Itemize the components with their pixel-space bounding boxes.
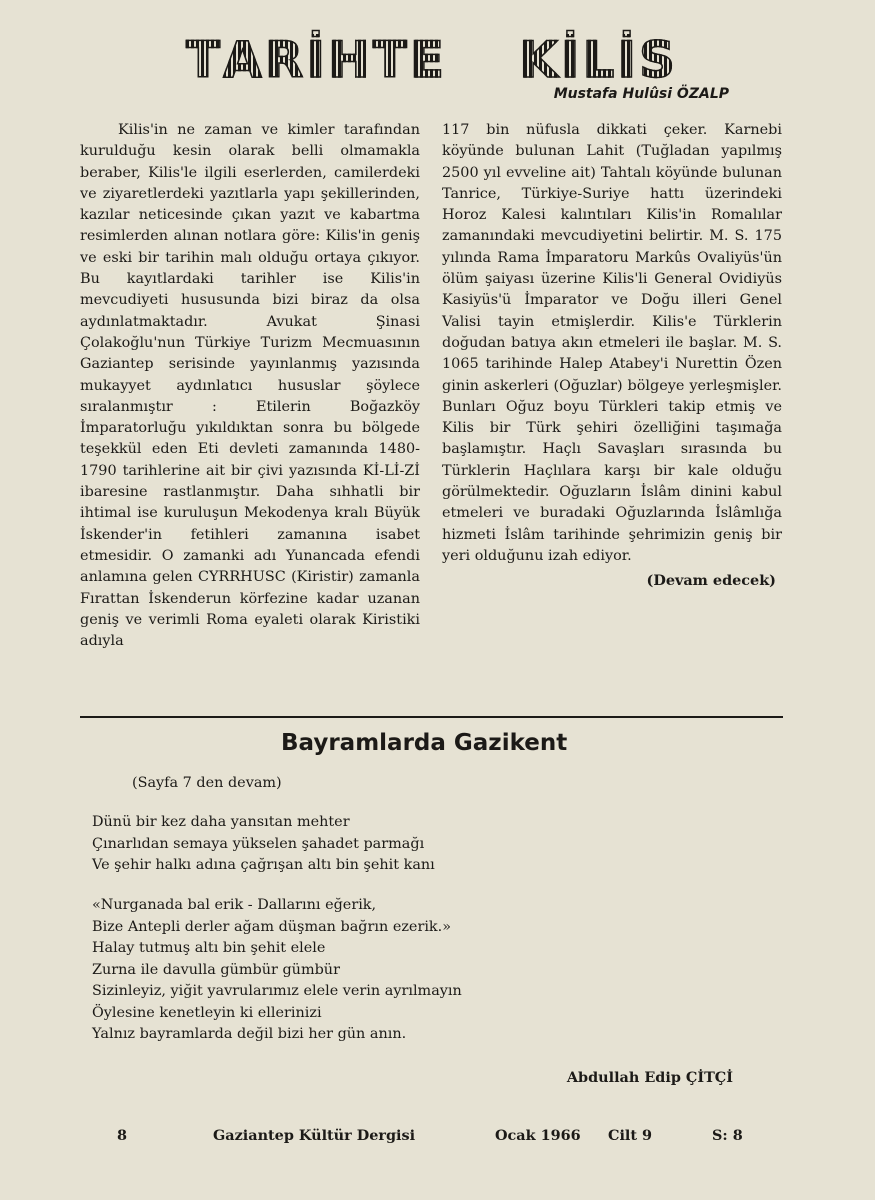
article-author: Mustafa Hulûsi ÖZALP <box>553 86 729 102</box>
footer-issue: S: 8 <box>712 1127 743 1144</box>
poem-line: Çınarlıdan semaya yükselen şahadet parmağı <box>92 835 425 852</box>
poem-stanza-1 <box>92 812 732 877</box>
poem-line: Halay tutmuş altı bin şehit elele <box>92 940 326 956</box>
title-letter: S <box>638 31 676 89</box>
footer-date: Ocak 1966 <box>495 1127 581 1144</box>
title-letter: R <box>264 31 305 89</box>
title-letter: İ <box>306 31 326 89</box>
poem-line: Zurna ile davulla gümbür gümbür <box>92 961 340 978</box>
poem-line: Bize Antepli derler ağam düşman bağrın ezerik.» <box>92 918 452 935</box>
title-letter: L <box>582 31 616 89</box>
article-left-column <box>80 120 420 652</box>
title-letter: İ <box>560 31 581 89</box>
section-divider <box>80 716 783 718</box>
footer-page-number: 8 <box>117 1127 128 1144</box>
poem-line: Yalnız bayramlarda değil bizi her gün anın. <box>92 1026 407 1042</box>
title-letter: T <box>372 31 408 89</box>
article-paragraph: 117 bin nüfusla dikkati çeker. Karnebi köyünde bulunan Lahit (Tuğladan yapılmış 2500 yıl evveline ait) Tahtalı köyünde bulunan Tanrice, Türkiye-Suriye hattı üzerindeki Horoz Kalesi kalıntıları Kilis'in Romalılar zamanındaki mevcudiyetini belirtir. M. S. 175 yılında Rama İmparatoru Markûs Ovaliyüs'ün ölüm şaiyası üzerine Kilis'li General Ovidiyüs Kasiyüs'ü İmparator ve Doğu illeri Genel Valisi tayin etmişlerdir. Kilis'e Türklerin doğudan batıya akın etmeleri ile başlar. M. S. 1065 tarihinde Halep Atabey'i Nurettin Özen ginin askerleri (Oğuzlar) bölgeye yerleşmişler. Bunları Oğuz boyu Türkleri takip etmiş ve Kilis bir Türk şehiri özelliğini taşımağa başlamıştır. Haçlı Savaşları sırasında bu Türklerin Haçlılara karşı bir kale olduğu görülmektedir. Oğuzların İslâm dinini kabul etmeleri ve buradaki Oğuzlarında İslâmlığa hizmeti İslâm tarihinde şehrimizin geniş bir yeri olduğunu izah ediyor. <box>442 122 782 564</box>
poem-line: «Nurganada bal erik - Dallarını eğerik, <box>92 897 377 913</box>
poem-line: Dünü bir kez daha yansıtan mehter <box>92 814 350 830</box>
title-letter: A <box>223 31 263 89</box>
footer-magazine-name: Gaziantep Kültür Dergisi <box>213 1127 416 1144</box>
article-right-column <box>442 120 782 592</box>
title-letter: İ <box>617 31 637 89</box>
article-paragraph: Kilis'in ne zaman ve kimler tarafından kurulduğu kesin olarak belli olmamakla beraber, Kilis'le ilgili eserlerden, camilerdeki ve ziyaretlerdeki yazıtlarla yapı şekillerinden, kazılar neticesinde çıkan yazıt ve kabartma resimlerden alınan notlara göre: Kilis'in geniş ve eski bir tarihin malı olduğu ortaya çıkıyor. Bu kayıtlardaki tarihler ise Kilis'in mevcudiyeti hususunda bizi biraz da olsa aydınlatmaktadır. Avukat Şinasi Çolakoğlu'nun Türkiye Turizm Mecmuasının Gaziantep serisinde yayınlanmış yazısında mukayyet aydınlatıcı hususlar şöylece sıralanmıştır : Etilerin Boğazköy İmparatorluğu yıkıldıktan sonra bu bölgede teşekkül eden Eti devleti zamanında 1480-1790 tarihlerine ait bir çivi yazısında Kİ-Lİ-Zİ ibaresine rastlanmıştır. Daha sıhhatli bir ihtimal ise kuruluşun Mekodenya kralı Büyük İskender'in fetihleri zamanına isabet etmesidir. O zamanki adı Yunancada efendi anlamına gelen CYRRHUSC (Kiristir) zamanla Fırattan İskenderun körfezine kadar uzanan geniş ve verimli Roma eyaleti olarak Kiristiki adıyla <box>80 122 420 650</box>
poem-author: Abdullah Edip ÇİTÇİ <box>566 1069 733 1086</box>
article-title-banner <box>186 31 676 89</box>
title-word-kilis <box>519 31 676 89</box>
title-letter: E <box>409 31 446 89</box>
footer-volume: Cilt 9 <box>608 1127 653 1144</box>
title-letter: K <box>519 31 559 89</box>
title-letter: H <box>327 31 371 89</box>
poem-line: Sizinleyiz, yiğit yavrularımız elele verin ayrılmayın <box>92 983 462 999</box>
title-word-tarihte <box>186 31 446 89</box>
poem-line: Öylesine kenetleyin ki ellerinizi <box>92 1004 322 1021</box>
poem-stanza-2 <box>92 895 732 1046</box>
second-article-title: Bayramlarda Gazikent <box>281 730 568 756</box>
poem-line: Ve şehir halkı adına çağrışan altı bin şehit kanı <box>92 857 435 873</box>
continued-from-note: (Sayfa 7 den devam) <box>132 775 282 791</box>
continued-note: (Devam edecek) <box>646 572 776 590</box>
title-letter: T <box>186 31 222 89</box>
